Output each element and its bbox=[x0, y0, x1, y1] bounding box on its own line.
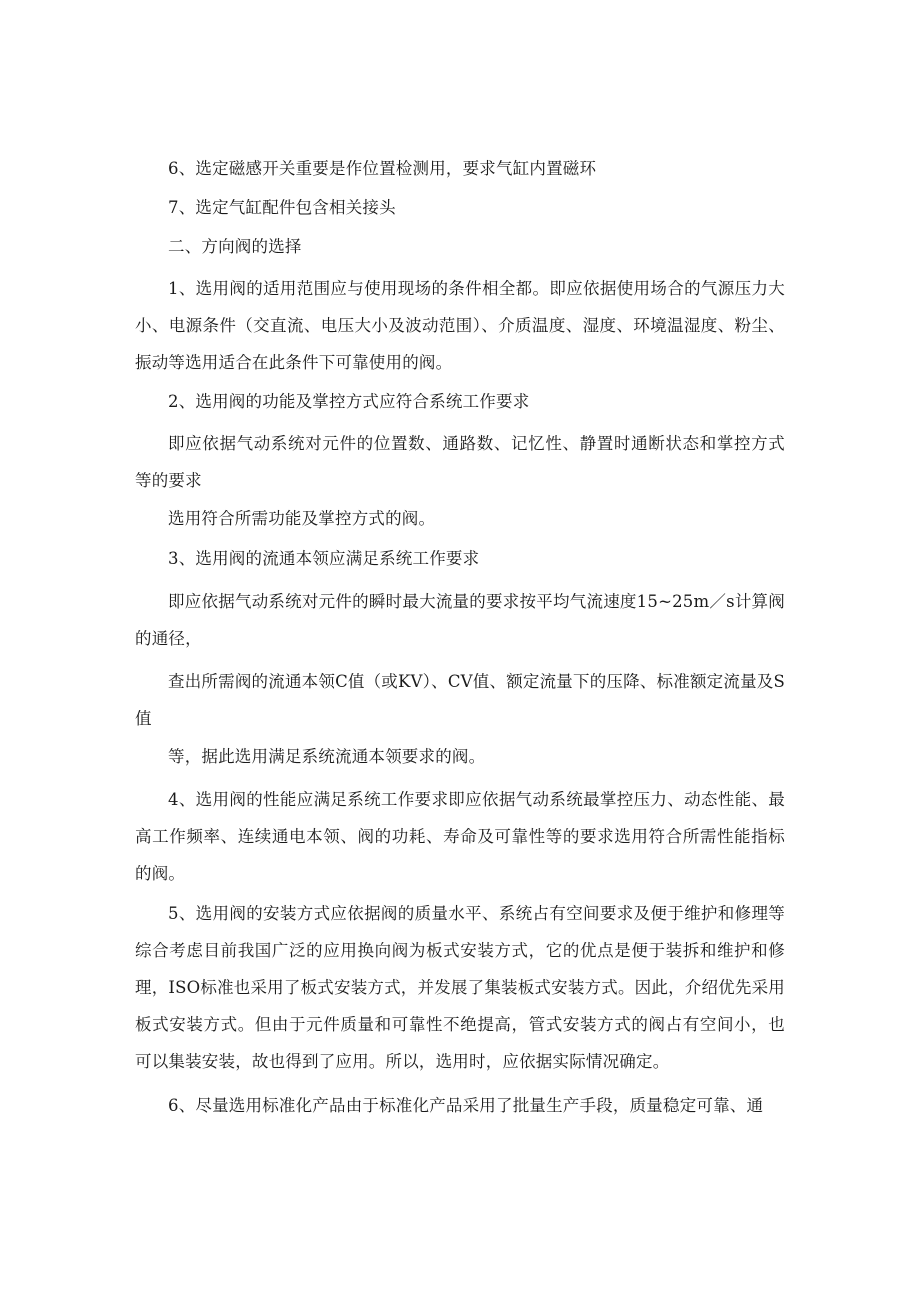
paragraph-item-3-flow-capacity: 3、选用阀的流通本领应满足系统工作要求 bbox=[168, 549, 480, 568]
paragraph-item-6-standardized-products: 6、尽量选用标准化产品由于标准化产品采用了批量生产手段，质量稳定可靠、通 bbox=[168, 1096, 764, 1115]
paragraph-item-4-performance: 4、选用阀的性能应满足系统工作要求即应依据气动系统最掌控压力、动态性能、最高工作频率、连续通电本领、阀的功耗、寿命及可靠性等的要求选用符合所需性能指标的阀。 bbox=[135, 790, 785, 883]
paragraph-item-7-cylinder-fittings: 7、选定气缸配件包含相关接头 bbox=[168, 198, 396, 217]
paragraph-item-1-application-range: 1、选用阀的适用范围应与使用现场的条件相全都。即应依据使用场合的气源压力大小、电源条件（交直流、电压大小及波动范围）、介质温度、湿度、环境温湿度、粉尘、振动等选用适合在此条件下可靠使用的阀。 bbox=[135, 279, 785, 372]
paragraph-item-2-function-control: 2、选用阀的功能及掌控方式应符合系统工作要求 bbox=[168, 392, 530, 411]
paragraph-item-6-magnetic-switch: 6、选定磁感开关重要是作位置检测用，要求气缸内置磁环 bbox=[168, 159, 597, 178]
paragraph-flow-calculation: 即应依据气动系统对元件的瞬时最大流量的要求按平均气流速度15~25m／s计算阀的通径， bbox=[135, 592, 785, 648]
paragraph-flow-values: 查出所需阀的流通本领C值（或KV）、CV值、额定流量下的压降、标准额定流量及S值 bbox=[135, 672, 785, 728]
paragraph-item-5-installation: 5、选用阀的安装方式应依据阀的质量水平、系统占有空间要求及便于维护和修理等综合考虑目前我国广泛的应用换向阀为板式安装方式，它的优点是便于装拆和维护和修理，ISO标准也采用了板式安装方式，并发展了集装板式安装方式。因此，介绍优先采用板式安装方式。但由于元件质量和可靠性不绝提高，管式安装方式的阀占有空间小，也可以集装安装，故也得到了应用。所以，选用时，应依据实际情况确定。 bbox=[135, 904, 785, 1071]
paragraph-select-by-flow: 等，据此选用满足系统流通本领要求的阀。 bbox=[168, 747, 486, 766]
paragraph-function-requirements: 即应依据气动系统对元件的位置数、通路数、记忆性、静置时通断状态和掌控方式等的要求 bbox=[135, 434, 785, 490]
paragraph-select-matching-valve: 选用符合所需功能及掌控方式的阀。 bbox=[168, 509, 436, 528]
section-heading-valve-selection: 二、方向阀的选择 bbox=[168, 237, 302, 256]
